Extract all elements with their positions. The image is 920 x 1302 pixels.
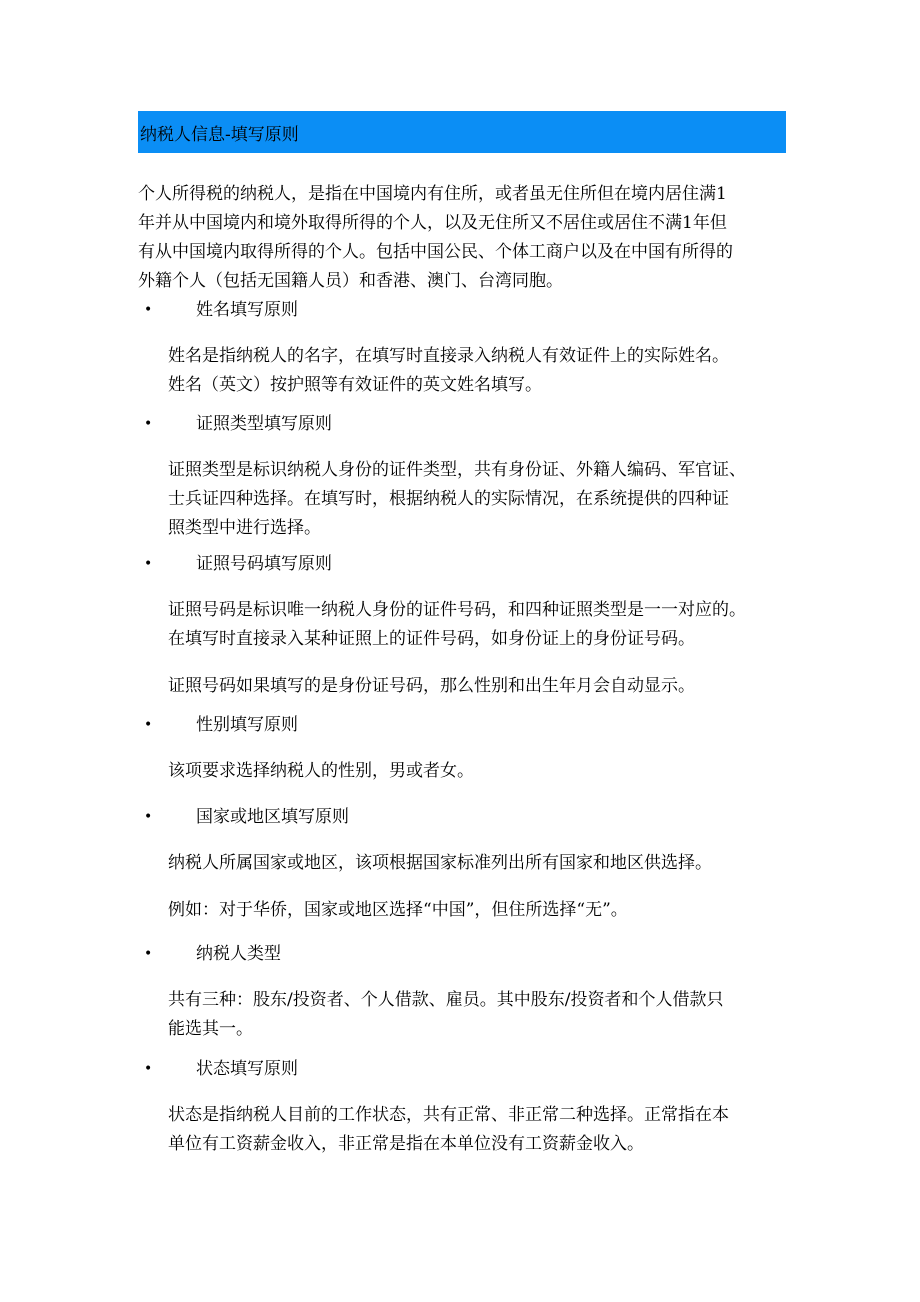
paragraph-line: 单位有工资薪金收入，非正常是指在本单位没有工资薪金收入。 — [168, 1134, 644, 1154]
paragraph-line: 士兵证四种选择。在填写时，根据纳税人的实际情况，在系统提供的四种证 — [168, 489, 729, 509]
section-paragraph — [138, 849, 788, 878]
section-id-type-rules — [138, 410, 788, 543]
section-heading — [138, 296, 788, 325]
section-paragraph — [138, 342, 788, 400]
section-heading-label: 状态填写原则 — [196, 1059, 298, 1079]
paragraph-line: 证照类型是标识纳税人身份的证件类型，共有身份证、外籍人编码、军官证、 — [168, 460, 746, 480]
bullet-icon: • — [144, 946, 153, 962]
section-title-bar — [138, 111, 786, 153]
paragraph-line: 状态是指纳税人目前的工作状态，共有正常、非正常二种选择。正常指在本 — [168, 1105, 729, 1125]
section-heading — [138, 803, 788, 832]
paragraph-line: 在填写时直接录入某种证照上的证件号码，如身份证上的身份证号码。 — [168, 629, 695, 649]
section-paragraph — [138, 757, 788, 786]
section-status-rules — [138, 1055, 788, 1159]
section-heading — [138, 410, 788, 439]
section-heading-label: 纳税人类型 — [196, 944, 281, 964]
paragraph-line: 姓名（英文）按护照等有效证件的英文姓名填写。 — [168, 375, 542, 395]
bullet-icon: • — [144, 556, 153, 572]
bullet-icon: • — [144, 717, 153, 733]
bullet-icon: • — [144, 809, 153, 825]
section-heading — [138, 550, 788, 579]
intro-paragraph — [138, 180, 788, 296]
section-taxpayer-type — [138, 940, 788, 1044]
section-paragraph — [138, 596, 788, 654]
paragraph-line: 姓名是指纳税人的名字，在填写时直接录入纳税人有效证件上的实际姓名。 — [168, 346, 729, 366]
paragraph-line: 纳税人所属国家或地区，该项根据国家标准列出所有国家和地区供选择。 — [168, 853, 712, 873]
bullet-icon: • — [144, 416, 153, 432]
section-heading — [138, 940, 788, 969]
paragraph-line: 该项要求选择纳税人的性别，男或者女。 — [168, 761, 474, 781]
section-heading-label: 姓名填写原则 — [196, 300, 298, 320]
section-heading — [138, 1055, 788, 1084]
paragraph-line: 例如：对于华侨，国家或地区选择“中国”，但住所选择“无”。 — [168, 900, 628, 920]
paragraph-line: 证照号码如果填写的是身份证号码，那么性别和出生年月会自动显示。 — [168, 676, 695, 696]
paragraph-line: 证照号码是标识唯一纳税人身份的证件号码，和四种证照类型是一一对应的。 — [168, 600, 746, 620]
paragraph-line: 能选其一。 — [168, 1019, 253, 1039]
section-name-rules — [138, 296, 788, 400]
section-paragraph — [138, 456, 788, 543]
page-title: 纳税人信息-填写原则 — [140, 124, 299, 145]
section-heading-label: 国家或地区填写原则 — [196, 807, 349, 827]
paragraph-line: 共有三种：股东/投资者、个人借款、雇员。其中股东/投资者和个人借款只 — [168, 990, 724, 1010]
section-paragraph — [138, 672, 788, 701]
section-country-rules — [138, 803, 788, 925]
section-gender-rules — [138, 711, 788, 786]
section-id-number-rules — [138, 550, 788, 701]
section-paragraph — [138, 896, 788, 925]
paragraph-line: 照类型中进行选择。 — [168, 518, 321, 538]
intro-line: 有从中国境内取得所得的个人。包括中国公民、个体工商户以及在中国有所得的 — [138, 242, 733, 262]
bullet-icon: • — [144, 302, 153, 318]
intro-line: 外籍个人（包括无国籍人员）和香港、澳门、台湾同胞。 — [138, 271, 563, 291]
section-paragraph — [138, 986, 788, 1044]
section-heading — [138, 711, 788, 740]
section-heading-label: 性别填写原则 — [196, 715, 298, 735]
intro-line: 个人所得税的纳税人，是指在中国境内有住所，或者虽无住所但在境内居住满1 — [138, 184, 727, 204]
section-heading-label: 证照号码填写原则 — [196, 554, 332, 574]
bullet-icon: • — [144, 1061, 153, 1077]
section-heading-label: 证照类型填写原则 — [196, 414, 332, 434]
intro-line: 年并从中国境内和境外取得所得的个人，以及无住所又不居住或居住不满1年但 — [138, 213, 727, 233]
section-paragraph — [138, 1101, 788, 1159]
